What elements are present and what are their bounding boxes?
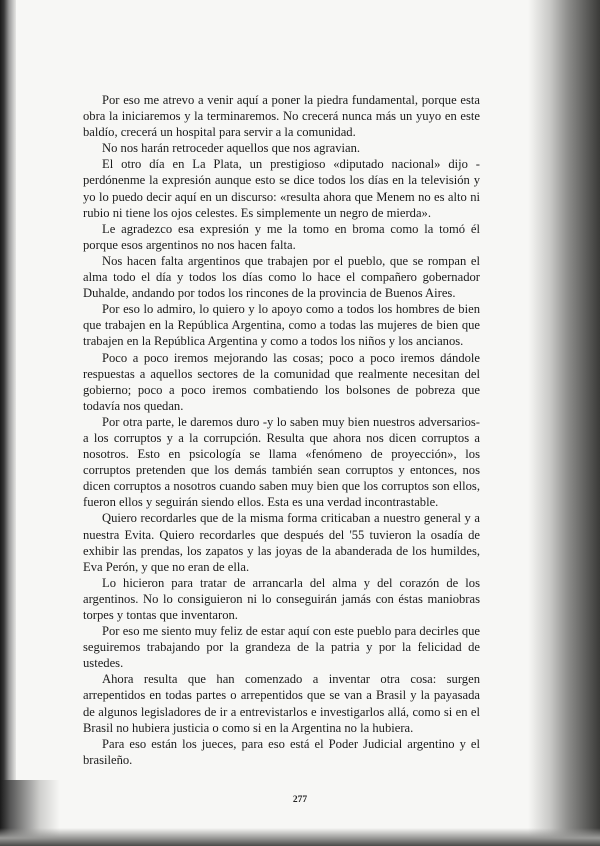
body-text [83,92,480,768]
paragraph: Ahora resulta que han comenzado a inventar otra cosa: surgen arrepentidos en todas partes o arrepentidos que se van a Brasil y la payasada de algunos legisladores de ir a entrevistarlos e investigarlos allá, como si en el Brasil no hubiera justicia o como si en la Argentina no la hubiera. [83,672,480,735]
paragraph: Por eso lo admiro, lo quiero y lo apoyo como a todos los hombres de bien que trabajen en la República Argentina, como a todas las mujeres de bien que trabajen en la República Argentina y como a todos los niños y los ancianos. [83,302,480,349]
paragraph: Por otra parte, le daremos duro -y lo saben muy bien nuestros adversarios- a los corruptos y a la corrupción. Resulta que ahora nos dicen corruptos a nosotros. Esto en psicología se llama «fenómeno de proyección», los corruptos pretenden que los demás también sean corruptos y entonces, nos dicen corruptos a nosotros cuando saben muy bien que los corruptos son ellos, fueron ellos y seguirán siendo ellos. Esta es una verdad incontrastable. [83,414,480,510]
paragraph: No nos harán retroceder aquellos que nos agravian. [102,141,361,156]
paragraph: Le agradezco esa expresión y me la tomo en broma como la tomó él porque esos argentinos no nos hacen falta. [83,221,480,252]
paragraph: Para eso están los jueces, para eso está el Poder Judicial argentino y el brasileño. [83,736,480,767]
page-number: 277 [292,795,308,805]
paragraph: Nos hacen falta argentinos que trabajen por el pueblo, que se rompan el alma todo el día y todos los días como lo hace el compañero gobernador Duhalde, andando por todos los rincones de la provincia de Buenos Aires. [83,253,480,301]
paragraph: El otro día en La Plata, un prestigioso «diputado nacional» dijo -perdónenme la expresión aunque esto se dice todos los días en la televisión y yo lo puedo decir aquí en un discurso: «resulta ahora que Menem no es alto ni rubio ni tiene los ojos celestes. Es simplemente un negro de mierda». [83,157,480,220]
paragraph: Quiero recordarles que de la misma forma criticaban a nuestro general y a nuestra Evita. Quiero recordarles que después del '55 tuvieron la osadía de exhibir las prendas, los zapatos y las joyas de la abanderada de los humildes, Eva Perón, y que no eran de ella. [83,511,480,574]
paragraph: Por eso me siento muy feliz de estar aquí con este pueblo para decirles que seguiremos trabajando por la grandeza de la patria y por la felicidad de ustedes. [83,624,480,671]
paragraph: Poco a poco iremos mejorando las cosas; poco a poco iremos dándole respuestas a aquellos sectores de la comunidad que realmente necesitan del gobierno; poco a poco iremos combatiendo los bolsones de pobreza que todavía nos quedan. [83,350,480,413]
paragraph: Lo hicieron para tratar de arrancarla del alma y del corazón de los argentinos. No lo consiguieron ni lo conseguirán jamás con éstas maniobras torpes y tontas que inventaron. [83,575,480,622]
paragraph: Por eso me atrevo a venir aquí a poner la piedra fundamental, porque esta obra la iniciaremos y la terminaremos. No crecerá nunca más un yuyo en este baldío, crecerá un hospital para servir a la comunidad. [83,93,480,140]
